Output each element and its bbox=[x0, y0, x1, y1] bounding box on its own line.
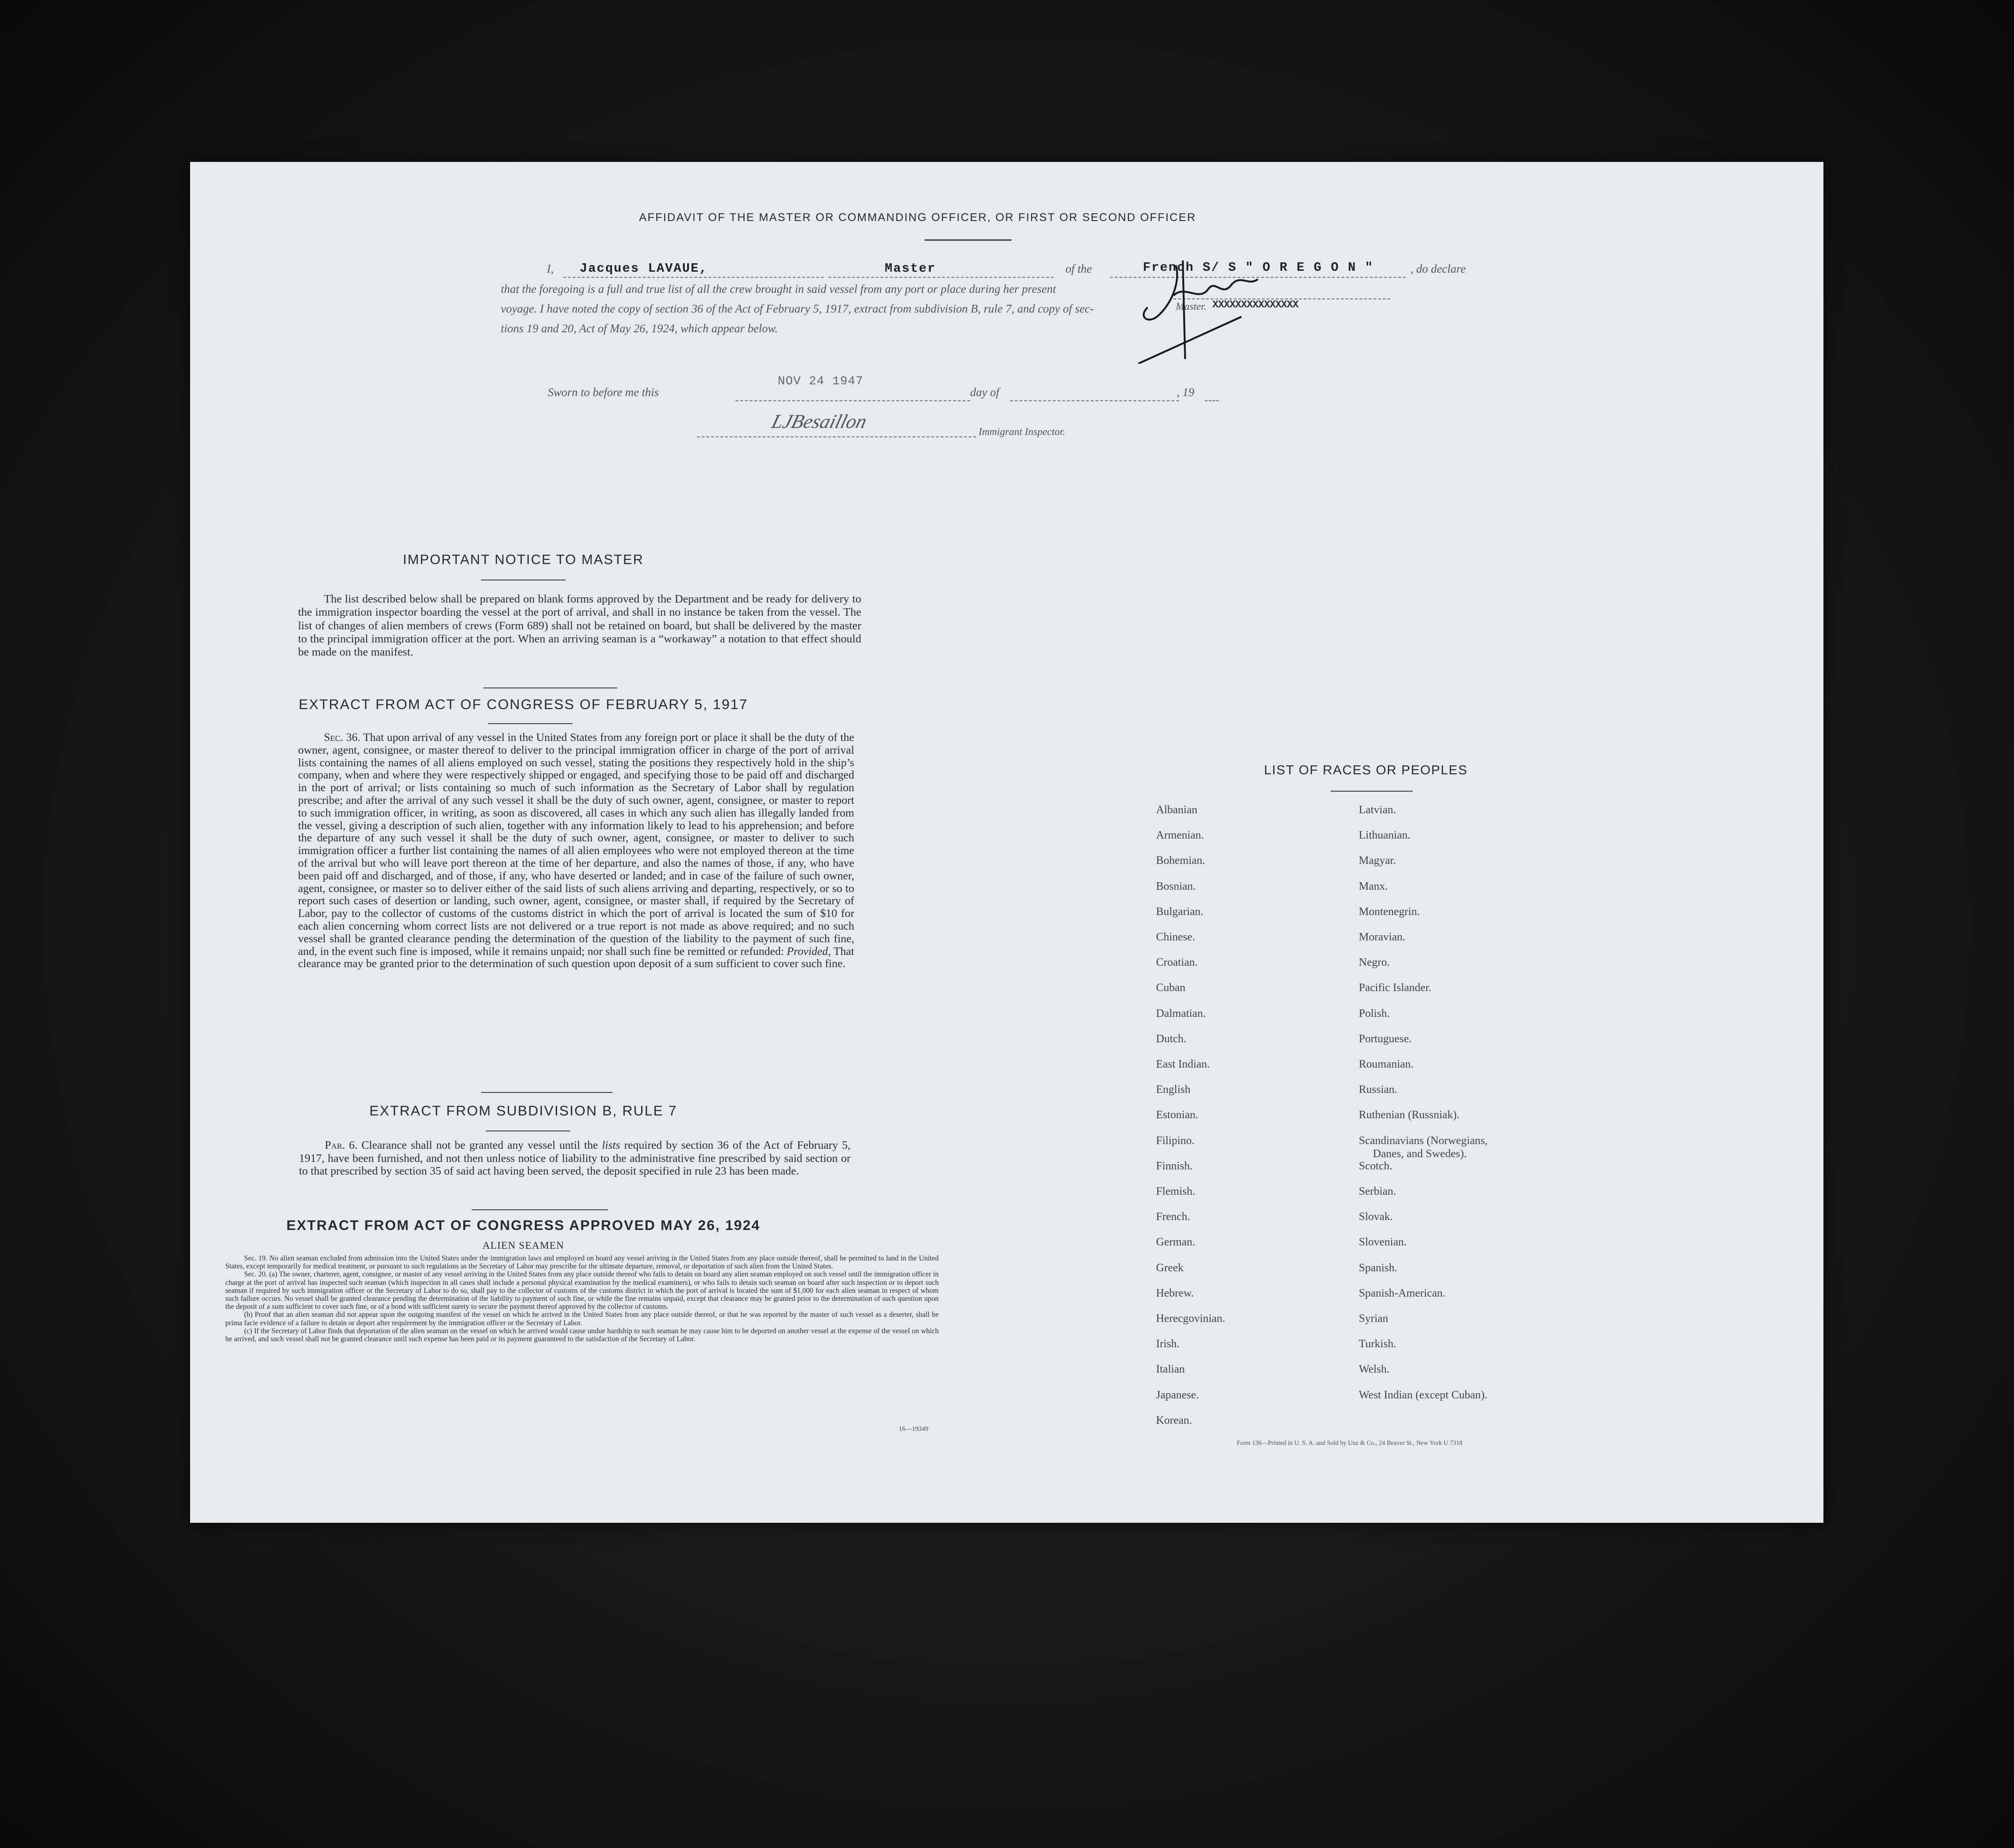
race-item-right: Slovenian. bbox=[1359, 1236, 1407, 1249]
race-item-right: Turkish. bbox=[1359, 1338, 1396, 1351]
race-item-right: Spanish. bbox=[1359, 1261, 1398, 1274]
race-item-left: Croatian. bbox=[1156, 956, 1198, 969]
divider bbox=[1331, 791, 1413, 792]
race-item-left: Cuban bbox=[1156, 982, 1186, 994]
race-item-left: Greek bbox=[1156, 1261, 1184, 1274]
master-label: Master. bbox=[1176, 300, 1207, 312]
race-item-right: Spanish-American. bbox=[1359, 1287, 1446, 1299]
act1917-sec-label: Sec. 36. bbox=[324, 731, 360, 744]
races-title: LIST OF RACES OR PEOPLES bbox=[1264, 763, 1468, 777]
race-item-right: Scotch. bbox=[1359, 1160, 1393, 1172]
race-item-left: Flemish. bbox=[1156, 1185, 1195, 1198]
rank-blank bbox=[828, 277, 1054, 278]
divider bbox=[481, 1092, 613, 1093]
rule7-text bbox=[299, 1139, 850, 1178]
race-item-left: English bbox=[1156, 1084, 1191, 1096]
race-item-left: Irish. bbox=[1156, 1338, 1179, 1351]
notice-paragraph: The list described below shall be prepared on blank forms approved by the Department and be ready for delivery to the immigration inspector boarding the vessel at the port of arrival, and shall in no instance be taken from the vessel. The list of changes of alien members of crews (Form 689) shall not be retained on board, but shall be delivered by the master to the principal immigration officer at the port. When an arriving seaman is a “workaway” a notation to that effect should be made on the manifest. bbox=[298, 593, 861, 659]
race-item-right: Moravian. bbox=[1359, 931, 1406, 943]
affidavit-line-3: voyage. I have noted the copy of section 36 of the Act of February 5, 1917, extract from subdivision B, rule 7, and copy of sec- bbox=[501, 303, 1094, 315]
divider bbox=[486, 1130, 570, 1131]
master-rank: Master bbox=[885, 262, 936, 276]
sworn-prefix: Sworn to before me this bbox=[548, 386, 659, 399]
sworn-line bbox=[548, 374, 1214, 405]
race-item-right: Portuguese. bbox=[1359, 1032, 1412, 1045]
race-item-right: Danes, and Swedes). bbox=[1373, 1147, 1467, 1160]
race-item-right: Magyar. bbox=[1359, 855, 1396, 867]
notice-title: IMPORTANT NOTICE TO MASTER bbox=[403, 552, 644, 567]
race-item-right: Manx. bbox=[1359, 880, 1388, 893]
race-item-left: Bulgarian. bbox=[1156, 905, 1203, 918]
race-item-left: French. bbox=[1156, 1211, 1190, 1223]
race-item-left: Italian bbox=[1156, 1363, 1185, 1376]
master-strikeout: XXXXXXXXXXXXXXX bbox=[1212, 299, 1299, 311]
rule7-text-a: Clearance shall not be granted any vessel until the bbox=[361, 1139, 598, 1152]
affidavit-line-4: tions 19 and 20, Act of May 26, 1924, which appear below. bbox=[501, 322, 778, 335]
master-name: Jacques LAVAUE, bbox=[580, 262, 708, 276]
month-blank bbox=[1010, 400, 1179, 401]
race-item-left: Dalmatian. bbox=[1156, 1007, 1206, 1020]
divider bbox=[925, 239, 1011, 241]
year-blank bbox=[1205, 400, 1219, 401]
affidavit-line-1 bbox=[547, 263, 1612, 276]
act1924-sec20a: Sec. 20. (a) The owner, charterer, agent, consignee, or master of any vessel arriving in the United States from any place outside thereof who fails to detain on board any alien seaman employed on such vessel until the immigration officer in charge at the port of arrival has inspected such seaman (which inspection in all cases shall include a personal physical examination by the medical examiners), or who fails to detain such seaman on board after such inspection or to deport such seaman if required by such immigration officer or the Secretary of Labor to do so, shall pay to the collector of customs of the customs district in which the port of arrival is located the sum of $1,000 for each alien seaman in respect of whom such failure occurs. No vessel shall be granted clearance pending the determination of the liability to payment of such fine, or while the fine remains unpaid, except that clearance may be granted prior to the determination of such question upon the deposit of a sum sufficient to cover such fine, or of a bond with sufficient surety to secure the payment thereof approved by the collector of customs. bbox=[225, 1270, 939, 1311]
race-item-left: Filipino. bbox=[1156, 1134, 1195, 1147]
affidavit-line-2: that the foregoing is a full and true list of all the crew brought in said vessel from any port or place during her present bbox=[501, 283, 1056, 296]
act1924-title: EXTRACT FROM ACT OF CONGRESS APPROVED MAY 26, 1924 bbox=[286, 1218, 760, 1233]
act1924-sec20c: (c) If the Secretary of Labor finds that deportation of the alien seaman on the vessel on which he arrived would cause undue hardship to such seaman he may cause him to be deported on another vessel at the expense of the vessel on which he arrived, and such vessel shall not be granted clearance until such expense has been paid or its payment guaranteed to the satisfaction of the Secretary of Labor. bbox=[225, 1327, 939, 1344]
inspector-signature-line bbox=[697, 436, 976, 437]
race-item-left: German. bbox=[1156, 1236, 1195, 1249]
race-item-right: Pacific Islander. bbox=[1359, 982, 1432, 994]
year-text: , 19 bbox=[1177, 386, 1195, 399]
race-item-right: Montenegrin. bbox=[1359, 905, 1420, 918]
day-of-text: day of bbox=[970, 386, 999, 399]
act1924-subtitle: ALIEN SEAMEN bbox=[482, 1239, 564, 1251]
form-note: Form 136—Printed in U. S. A. and Sold by Unz & Co., 24 Beaver St., New York U 7318 bbox=[1237, 1439, 1463, 1446]
race-item-right: Latvian. bbox=[1359, 804, 1396, 816]
rule7-text-b: required by section 36 of the Act of February 5, 1917, have been furnished, and not then unless notice of liability to the administrative fine prescribed by said section or to that prescribed by section 35 of said act having been served, the deposit specified in rule 23 has been made. bbox=[299, 1139, 851, 1177]
race-item-right: Serbian. bbox=[1359, 1185, 1396, 1198]
race-item-left: Albanian bbox=[1156, 804, 1197, 816]
document-page bbox=[190, 162, 1823, 1523]
date-blank bbox=[735, 400, 970, 401]
inspector-label: Immigrant Inspector. bbox=[979, 426, 1065, 437]
race-item-left: Bosnian. bbox=[1156, 880, 1196, 893]
do-declare-text: , do declare bbox=[1410, 263, 1466, 275]
race-item-left: Estonian. bbox=[1156, 1109, 1198, 1122]
affidavit-title: AFFIDAVIT OF THE MASTER OR COMMANDING OFFICER, OR FIRST OR SECOND OFFICER bbox=[639, 211, 1196, 224]
affidavit-i: I, bbox=[547, 263, 554, 275]
race-item-left: Finnish. bbox=[1156, 1160, 1193, 1172]
inspector-signature: LJBesaillon bbox=[769, 411, 869, 433]
race-item-right: Slovak. bbox=[1359, 1211, 1393, 1223]
race-item-right: Russian. bbox=[1359, 1084, 1398, 1096]
act1917-body: That upon arrival of any vessel in the United States from any foreign port or place it shall be the duty of the owner, agent, consignee, or master thereof to deliver to the principal immigration officer in charge of the port of arrival lists containing the names of all aliens employed on such vessel, stating the positions they respectively hold in the ship’s company, when and where they were respectively shipped or engaged, and specifying those to be paid off and discharged in the port of arrival; or lists containing so much of such information as the Secretary of Labor shall by regulation prescribe; and after the arrival of any such vessel it shall be the duty of such owner, agent, consignee, or master to report to such immigration officer, in writing, as soon as discovered, all cases in which any such alien has illegally landed from the vessel, giving a description of such alien, together with any information likely to lead to his apprehension; and before the departure of any such vessel it shall be the duty of such owner, agent, consignee, or master to deliver to such immigration officer a further list containing the names of all alien employees who were not employed thereon at the time of the arrival but who will leave port thereon at the time of her departure, and also the names of those, if any, who have been paid off and discharged, and of those, if any, who have deserted or landed; and in case of the failure of such owner, agent, consignee, or master so to deliver either of the said lists of such aliens arriving and departing, respectively, or so to report such cases of desertion or landing, such owner, agent, consignee, or master shall, if required by the Secretary of Labor, pay to the collector of customs of the customs district in which the port of arrival is located the sum of $10 for each alien concerning whom correct lists are not delivered or a true report is not made as above required; and no such vessel shall be granted clearance pending the determination of the question of the liability to the payment of such fine, and, in the event such fine is imposed, while it remains unpaid; nor shall such fine be remitted or refunded: bbox=[298, 731, 854, 958]
race-item-right: Lithuanian. bbox=[1359, 829, 1410, 842]
rule7-title: EXTRACT FROM SUBDIVISION B, RULE 7 bbox=[369, 1103, 677, 1119]
act1917-provided: Provided, bbox=[787, 945, 831, 958]
race-item-right: West Indian (except Cuban). bbox=[1359, 1389, 1487, 1401]
race-item-right: Negro. bbox=[1359, 956, 1390, 969]
race-item-left: East Indian. bbox=[1156, 1058, 1210, 1070]
act1924-text bbox=[225, 1254, 939, 1343]
race-item-left: Herecgovinian. bbox=[1156, 1313, 1225, 1325]
act1917-title: EXTRACT FROM ACT OF CONGRESS OF FEBRUARY 5, 1917 bbox=[299, 697, 748, 712]
master-signature bbox=[1129, 251, 1260, 364]
divider bbox=[483, 687, 617, 688]
notice-text bbox=[298, 593, 861, 659]
race-item-right: Ruthenian (Russniak). bbox=[1359, 1109, 1460, 1122]
race-item-left: Korean. bbox=[1156, 1414, 1192, 1427]
divider bbox=[472, 1209, 608, 1210]
rule7-lists: lists bbox=[602, 1139, 620, 1152]
race-item-right: Syrian bbox=[1359, 1313, 1388, 1325]
race-item-right: Polish. bbox=[1359, 1007, 1390, 1020]
of-the-text: of the bbox=[1065, 263, 1092, 275]
divider bbox=[488, 723, 573, 724]
rule7-par-label: Par. 6. bbox=[325, 1139, 358, 1152]
stamped-date: NOV 24 1947 bbox=[778, 374, 864, 388]
race-item-right: Scandinavians (Norwegians, bbox=[1359, 1134, 1488, 1147]
print-code: 16—19349 bbox=[899, 1426, 928, 1433]
name-blank bbox=[563, 277, 824, 278]
race-item-left: Bohemian. bbox=[1156, 855, 1205, 867]
race-item-right: Welsh. bbox=[1359, 1363, 1390, 1376]
race-item-left: Chinese. bbox=[1156, 931, 1195, 943]
act1917-text bbox=[298, 732, 854, 970]
vessel-name: French S/ S " O R E G O N " bbox=[1143, 261, 1374, 275]
race-item-left: Hebrew. bbox=[1156, 1287, 1194, 1299]
act1917-tail: That clearance may be granted prior to the determination of such question upon deposit of a sum sufficient to cover such fine. bbox=[298, 945, 855, 970]
act1924-sec19: Sec. 19. No alien seaman excluded from admission into the United States under the immigration laws and employed on board any vessel arriving in the United States from any place outside thereof, shall be permitted to land in the United States, except temporarily for medical treatment, or pursuant to such regulations as the Secretary of Labor may prescribe for the ultimate departure, removal, or deportation of such alien from the United States. bbox=[225, 1254, 939, 1271]
act1924-sec20b: (b) Proof that an alien seaman did not appear upon the outgoing manifest of the vessel on which he arrived in the United States from any place outside thereof, or that he was reported by the master of such vessel as a deserter, shall be prima facie evidence of a failure to detain or deport after requirement by the immigration officer or the Secretary of Labor. bbox=[225, 1311, 939, 1327]
race-item-left: Japanese. bbox=[1156, 1389, 1199, 1401]
race-item-left: Armenian. bbox=[1156, 829, 1204, 842]
race-item-right: Roumanian. bbox=[1359, 1058, 1414, 1070]
race-item-left: Dutch. bbox=[1156, 1032, 1187, 1045]
